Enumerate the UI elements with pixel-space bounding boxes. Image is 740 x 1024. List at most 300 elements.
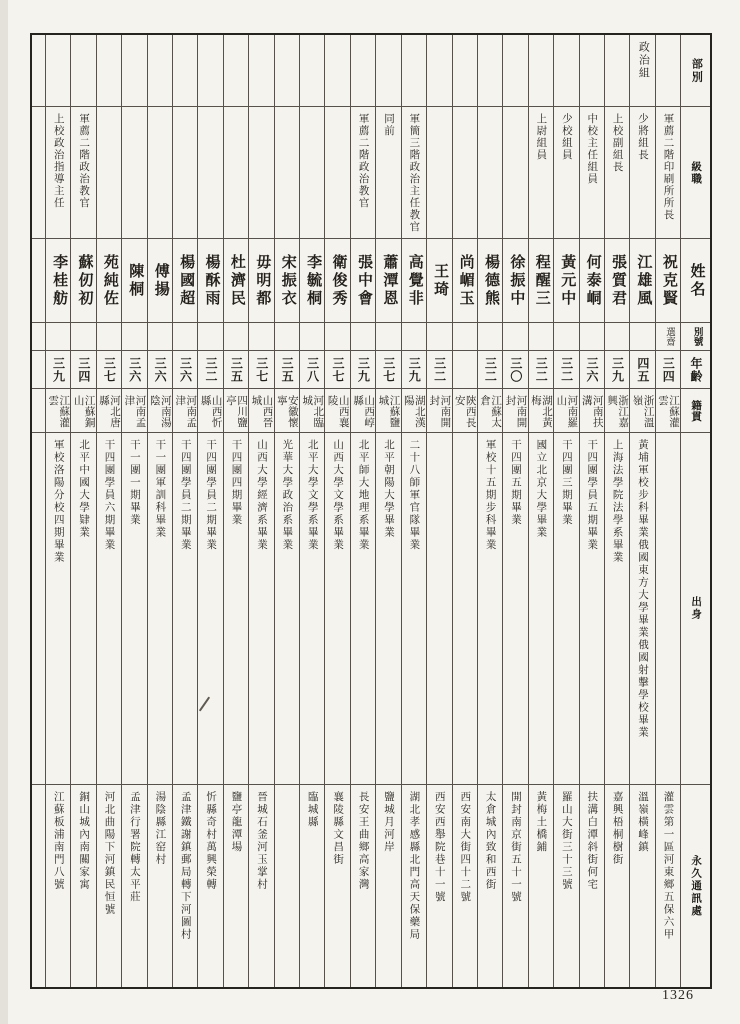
cell-native-place <box>148 389 172 433</box>
cell-address <box>122 785 146 987</box>
cell-alias <box>173 323 197 351</box>
cell-address <box>656 785 680 987</box>
age-text: 三五 <box>280 356 295 383</box>
age-text: 三六 <box>153 356 168 383</box>
background-text: 干四團五期畢業 <box>510 439 522 527</box>
name-text: 張中會 <box>355 253 372 308</box>
cell-address <box>198 785 222 987</box>
cell-rank <box>249 107 273 239</box>
background-text: 國立北京大學畢業 <box>535 439 547 539</box>
native-place-text: 江蘇灌雲 <box>47 395 70 428</box>
age-text: 三九 <box>407 356 422 383</box>
rank-text: 少校組員 <box>560 113 572 161</box>
age-text: 三七 <box>330 356 345 383</box>
cell-alias <box>148 323 172 351</box>
native-place-text: 四川鹽亭 <box>225 395 248 428</box>
cell-address <box>376 785 400 987</box>
cell-age <box>275 351 299 389</box>
cell-alias <box>325 323 349 351</box>
cell-department <box>148 35 172 107</box>
cell-address <box>97 785 121 987</box>
cell-rank <box>656 107 680 239</box>
cell-name <box>351 239 375 323</box>
background-text: 北平朝陽大學畢業 <box>382 439 394 539</box>
age-text: 三九 <box>610 356 625 383</box>
cell-native-place <box>427 389 451 433</box>
cell-department <box>478 35 502 107</box>
rank-text: 上校政治指導主任 <box>52 113 64 209</box>
cell-native-place <box>71 389 95 433</box>
cell-native-place <box>173 389 197 433</box>
cell-background <box>122 433 146 785</box>
cell-name <box>275 239 299 323</box>
name-text: 高覺非 <box>406 253 423 308</box>
row-header-column <box>680 35 710 987</box>
cell-department <box>46 35 70 107</box>
cell-background <box>249 433 273 785</box>
cell-background <box>453 433 477 785</box>
age-text: 三七 <box>254 356 269 383</box>
cell-name <box>46 239 70 323</box>
cell-background <box>503 433 527 785</box>
cell-native-place <box>300 389 324 433</box>
age-text: 三六 <box>178 356 193 383</box>
cell-name <box>427 239 451 323</box>
background-text: 黃埔軍校步科畢業俄國東方大學畢業俄國射擊學校畢業 <box>637 439 649 739</box>
cell-name <box>630 239 654 323</box>
cell-native-place <box>503 389 527 433</box>
empty-cell <box>32 239 45 323</box>
cell-age <box>478 351 502 389</box>
rank-text: 少將組長 <box>637 113 649 161</box>
cell-address <box>351 785 375 987</box>
background-text: 軍校洛陽分校四期畢業 <box>52 439 64 564</box>
person-column <box>452 35 477 987</box>
cell-native-place <box>224 389 248 433</box>
cell-native-place <box>97 389 121 433</box>
cell-age <box>630 351 654 389</box>
background-text: 山西大學文學系畢業 <box>332 439 344 552</box>
alias-text: 選齋 <box>663 327 674 346</box>
cell-rank <box>173 107 197 239</box>
name-text: 程醒三 <box>533 253 550 308</box>
header-alias: 別號 <box>681 323 710 351</box>
person-column <box>223 35 248 987</box>
cell-name <box>325 239 349 323</box>
empty-cell <box>32 107 45 239</box>
cell-alias <box>71 323 95 351</box>
name-text: 何泰峒 <box>584 253 601 308</box>
name-text: 楊德熊 <box>482 253 499 308</box>
address-text: 江蘇板浦南門八號 <box>52 791 64 891</box>
age-text: 四五 <box>635 356 650 383</box>
cell-age <box>580 351 604 389</box>
cell-rank <box>580 107 604 239</box>
native-place-text: 河北唐縣 <box>98 395 121 428</box>
name-text: 李毓桐 <box>305 253 322 308</box>
cell-department <box>173 35 197 107</box>
age-text: 三六 <box>127 356 142 383</box>
cell-alias <box>503 323 527 351</box>
native-place-text: 山西襄陵 <box>326 395 349 428</box>
person-column <box>197 35 222 987</box>
background-text: 二十八師軍官隊畢業 <box>408 439 420 552</box>
cell-address <box>46 785 70 987</box>
address-text: 西安西舉院巷十一號 <box>433 791 445 904</box>
cell-department <box>249 35 273 107</box>
header-department: 部別 <box>681 35 710 107</box>
address-text: 太倉城內致和西街 <box>484 791 496 891</box>
address-text: 溫嶺橫峰鎮 <box>637 791 649 854</box>
cell-alias <box>580 323 604 351</box>
rank-text: 中校主任組員 <box>586 113 598 185</box>
cell-background <box>148 433 172 785</box>
cell-rank <box>376 107 400 239</box>
rank-text: 上尉組員 <box>535 113 547 161</box>
cell-background <box>427 433 451 785</box>
background-text: 干四團三期畢業 <box>560 439 572 527</box>
cell-address <box>402 785 426 987</box>
cell-department <box>71 35 95 107</box>
native-place-text: 江蘇灌雲 <box>656 395 679 428</box>
person-column <box>629 35 654 987</box>
person-column <box>350 35 375 987</box>
native-place-text: 河南孟津 <box>174 395 197 428</box>
cell-alias <box>529 323 553 351</box>
name-text: 江雄風 <box>635 253 652 308</box>
cell-background <box>376 433 400 785</box>
cell-rank <box>554 107 578 239</box>
cell-address <box>630 785 654 987</box>
background-text: 軍校十五期步科畢業 <box>484 439 496 552</box>
cell-department <box>630 35 654 107</box>
cell-name <box>529 239 553 323</box>
rank-text: 軍薦二階政治教官 <box>357 113 369 209</box>
native-place-text: 山西晉城 <box>250 395 273 428</box>
cell-rank <box>402 107 426 239</box>
background-text: 北平大學文學系畢業 <box>306 439 318 552</box>
cell-rank <box>46 107 70 239</box>
cell-name <box>656 239 680 323</box>
native-place-text: 江蘇銅山 <box>72 395 95 428</box>
cell-alias <box>630 323 654 351</box>
person-column <box>477 35 502 987</box>
cell-alias <box>351 323 375 351</box>
person-column <box>299 35 324 987</box>
cell-alias <box>376 323 400 351</box>
name-text: 楊酥雨 <box>203 253 220 308</box>
person-column <box>70 35 95 987</box>
cell-department <box>402 35 426 107</box>
header-rank: 級職 <box>681 107 710 239</box>
cell-background <box>402 433 426 785</box>
cell-alias <box>605 323 629 351</box>
address-text: 湯陰縣江窑村 <box>154 791 166 866</box>
cell-native-place <box>453 389 477 433</box>
cell-rank <box>605 107 629 239</box>
cell-name <box>249 239 273 323</box>
person-column <box>172 35 197 987</box>
person-column <box>121 35 146 987</box>
address-text: 襄陵縣文昌街 <box>332 791 344 866</box>
age-text: 三二 <box>534 356 549 383</box>
cell-native-place <box>656 389 680 433</box>
age-text: 三六 <box>585 356 600 383</box>
background-text: 上海法學院法學系畢業 <box>611 439 623 564</box>
address-text: 晉城石釜河玉掌村 <box>255 791 267 891</box>
cell-alias <box>453 323 477 351</box>
cell-rank <box>325 107 349 239</box>
cell-department <box>427 35 451 107</box>
native-place-text: 河南湯陰 <box>148 395 171 428</box>
cell-age <box>325 351 349 389</box>
cell-native-place <box>249 389 273 433</box>
native-place-text: 河南開封 <box>428 395 451 428</box>
age-text: 三四 <box>76 356 91 383</box>
person-column <box>401 35 426 987</box>
age-text: 三五 <box>229 356 244 383</box>
cell-rank <box>453 107 477 239</box>
address-text: 河北曲陽下河鎮民恒號 <box>103 791 115 916</box>
background-text: 北平師大地理系畢業 <box>357 439 369 552</box>
cell-rank <box>529 107 553 239</box>
background-text: 干四團四期畢業 <box>230 439 242 527</box>
name-text: 尚嵋玉 <box>457 253 474 308</box>
native-place-text: 安徽懷寧 <box>275 395 298 428</box>
cell-department <box>351 35 375 107</box>
person-column <box>553 35 578 987</box>
cell-native-place <box>325 389 349 433</box>
name-text: 陳桐 <box>127 262 144 299</box>
person-column <box>604 35 629 987</box>
name-text: 楊國超 <box>178 253 195 308</box>
empty-cell <box>32 785 45 987</box>
cell-name <box>605 239 629 323</box>
cell-name <box>478 239 502 323</box>
person-column <box>248 35 273 987</box>
age-text: 三七 <box>102 356 117 383</box>
cell-name <box>453 239 477 323</box>
cell-age <box>249 351 273 389</box>
age-text: 三二 <box>203 356 218 383</box>
cell-age <box>656 351 680 389</box>
cell-rank <box>148 107 172 239</box>
cell-department <box>325 35 349 107</box>
cell-address <box>300 785 324 987</box>
cell-background <box>224 433 248 785</box>
address-text: 忻縣奇村萬興榮轉 <box>205 791 217 891</box>
cell-background <box>351 433 375 785</box>
cell-alias <box>198 323 222 351</box>
cell-address <box>148 785 172 987</box>
cell-background <box>300 433 324 785</box>
cell-background <box>580 433 604 785</box>
cell-department <box>300 35 324 107</box>
cell-department <box>529 35 553 107</box>
empty-cell <box>32 351 45 389</box>
cell-age <box>224 351 248 389</box>
cell-name <box>97 239 121 323</box>
native-place-text: 江蘇太倉 <box>479 395 502 428</box>
cell-alias <box>46 323 70 351</box>
person-column <box>45 35 70 987</box>
name-text: 衛俊秀 <box>330 253 347 308</box>
cell-background <box>478 433 502 785</box>
cell-address <box>427 785 451 987</box>
name-text: 李桂舫 <box>51 253 68 308</box>
person-column <box>375 35 400 987</box>
cell-address <box>453 785 477 987</box>
rank-text: 上校副組長 <box>611 113 623 173</box>
name-text: 蕭潭恩 <box>381 253 398 308</box>
person-column <box>426 35 451 987</box>
cell-rank <box>97 107 121 239</box>
age-text: 三四 <box>661 356 676 383</box>
cell-native-place <box>580 389 604 433</box>
cell-age <box>402 351 426 389</box>
cell-name <box>122 239 146 323</box>
cell-native-place <box>376 389 400 433</box>
background-text: 干一團軍訓科畢業 <box>154 439 166 539</box>
age-text: 三八 <box>305 356 320 383</box>
person-column <box>274 35 299 987</box>
address-text: 臨城縣 <box>306 791 318 829</box>
cell-name <box>402 239 426 323</box>
name-text: 王琦 <box>432 262 449 299</box>
native-place-text: 浙江嘉興 <box>606 395 629 428</box>
address-text: 銅山城內南關家寓 <box>78 791 90 891</box>
empty-cell <box>32 35 45 107</box>
cell-department <box>503 35 527 107</box>
header-native-place: 籍貫 <box>681 389 710 433</box>
cell-age <box>529 351 553 389</box>
person-column <box>324 35 349 987</box>
cell-department <box>122 35 146 107</box>
cell-alias <box>300 323 324 351</box>
native-place-text: 河南羅山 <box>555 395 578 428</box>
cell-age <box>376 351 400 389</box>
cell-department <box>198 35 222 107</box>
cell-department <box>275 35 299 107</box>
cell-rank <box>503 107 527 239</box>
age-text: 三九 <box>51 356 66 383</box>
cell-age <box>351 351 375 389</box>
name-text: 蘇仞初 <box>76 253 93 308</box>
native-place-text: 江蘇鹽城 <box>377 395 400 428</box>
cell-background <box>46 433 70 785</box>
background-text: 光華大學政治系畢業 <box>281 439 293 552</box>
address-text: 鹽亭龍潭場 <box>230 791 242 854</box>
cell-background <box>275 433 299 785</box>
cell-address <box>325 785 349 987</box>
cell-department <box>605 35 629 107</box>
age-text: 三七 <box>381 356 396 383</box>
age-text: 三九 <box>356 356 371 383</box>
roster-table <box>30 33 712 989</box>
cell-alias <box>402 323 426 351</box>
header-background: 出身 <box>681 433 710 785</box>
address-text: 西安南大街四十二號 <box>459 791 471 904</box>
cell-age <box>503 351 527 389</box>
cell-background <box>605 433 629 785</box>
cell-background <box>198 433 222 785</box>
cell-age <box>300 351 324 389</box>
cell-native-place <box>529 389 553 433</box>
cell-rank <box>478 107 502 239</box>
address-text: 黃梅土橋鋪 <box>535 791 547 854</box>
cell-native-place <box>605 389 629 433</box>
cell-rank <box>198 107 222 239</box>
address-text: 羅山大街三十三號 <box>560 791 572 891</box>
background-text: 干一團一期畢業 <box>128 439 140 527</box>
cell-name <box>198 239 222 323</box>
cell-background <box>97 433 121 785</box>
empty-cell <box>32 323 45 351</box>
header-age: 年齡 <box>681 351 710 389</box>
address-text: 嘉興梧桐樹街 <box>611 791 623 866</box>
cell-age <box>453 351 477 389</box>
native-place-text: 湖北黃梅 <box>529 395 552 428</box>
cell-rank <box>224 107 248 239</box>
native-place-text: 浙江溫嶺 <box>631 395 654 428</box>
cell-alias <box>554 323 578 351</box>
cell-age <box>148 351 172 389</box>
cell-address <box>554 785 578 987</box>
age-text: 三〇 <box>508 356 523 383</box>
cell-name <box>224 239 248 323</box>
empty-cell <box>32 389 45 433</box>
cell-background <box>656 433 680 785</box>
department-text: 政治組 <box>637 41 650 80</box>
empty-cell <box>32 433 45 785</box>
address-text: 灌雲第一區河東鄉五保六甲 <box>662 791 674 941</box>
cell-department <box>656 35 680 107</box>
cell-alias <box>249 323 273 351</box>
cell-address <box>173 785 197 987</box>
person-column <box>147 35 172 987</box>
name-text: 張質君 <box>610 253 627 308</box>
native-place-text: 山西崞縣 <box>352 395 375 428</box>
age-text: 三二 <box>432 356 447 383</box>
cell-alias <box>656 323 680 351</box>
cell-age <box>71 351 95 389</box>
address-text: 孟津行署院轉太平莊 <box>128 791 140 904</box>
cell-background <box>630 433 654 785</box>
cell-age <box>173 351 197 389</box>
name-text: 祝克賢 <box>660 253 677 308</box>
rank-text: 軍簡三階政治主任教官 <box>408 113 420 233</box>
cell-name <box>300 239 324 323</box>
cell-name <box>71 239 95 323</box>
name-text: 杜濟民 <box>228 253 245 308</box>
background-text: 干四團學員六期畢業 <box>103 439 115 552</box>
name-text: 苑純佐 <box>101 253 118 308</box>
cell-address <box>275 785 299 987</box>
cell-department <box>554 35 578 107</box>
address-text: 鹽城月河岸 <box>382 791 394 854</box>
cell-native-place <box>402 389 426 433</box>
cell-rank <box>630 107 654 239</box>
cell-rank <box>300 107 324 239</box>
cell-address <box>605 785 629 987</box>
address-text: 孟津鐵謝鎮郵局轉下河圖村 <box>179 791 191 941</box>
name-text: 毋明都 <box>254 253 271 308</box>
native-place-text: 河南開封 <box>504 395 527 428</box>
cell-rank <box>71 107 95 239</box>
cell-name <box>148 239 172 323</box>
cell-age <box>97 351 121 389</box>
header-address: 永久通訊處 <box>690 854 702 918</box>
